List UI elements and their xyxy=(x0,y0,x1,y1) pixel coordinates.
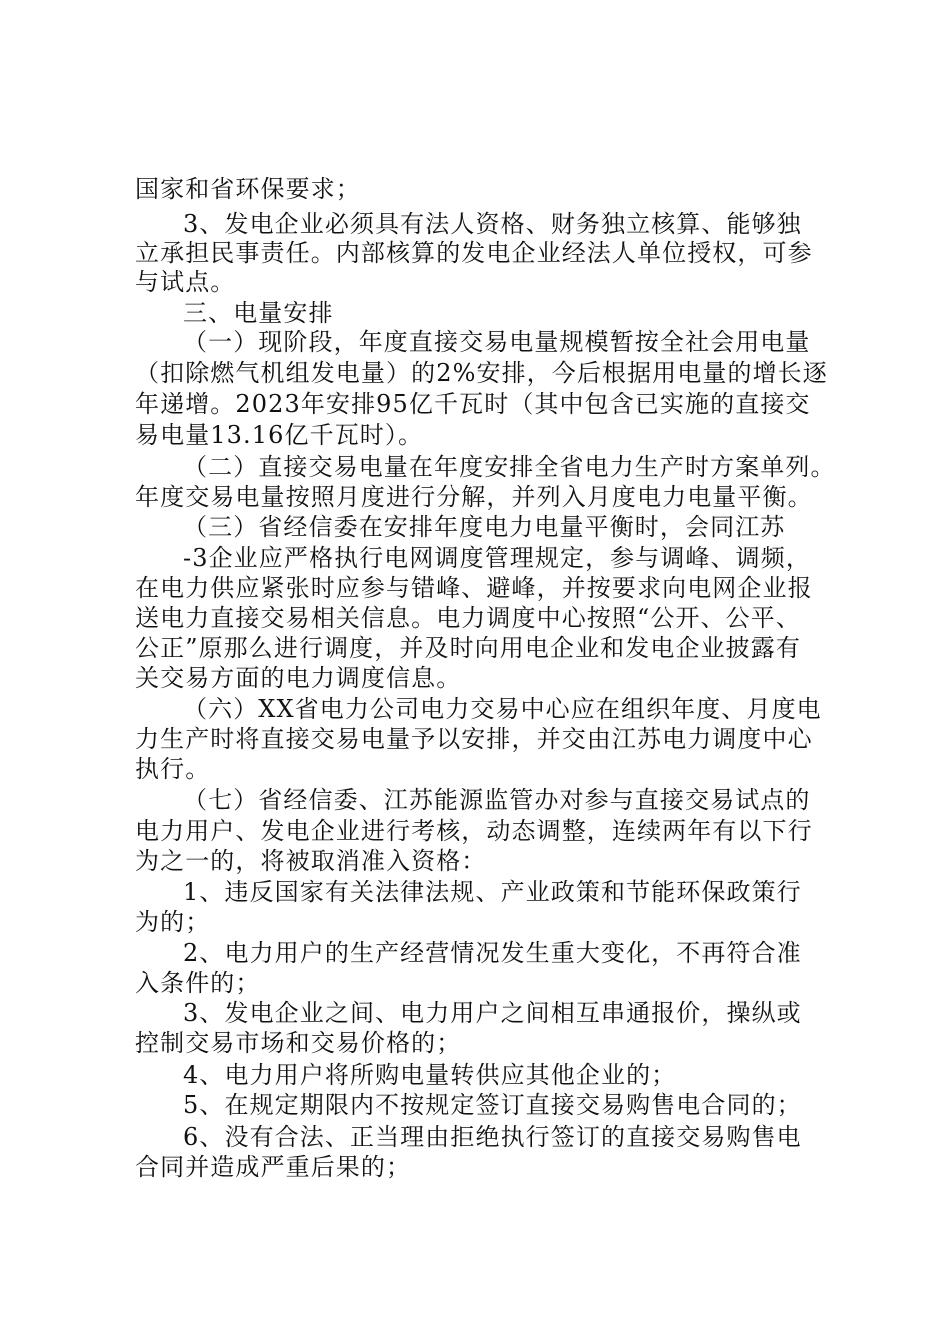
list-item: 6、没有合法、正当理由拒绝执行签订的直接交易购售电 xyxy=(183,1123,802,1151)
list-item: 1、违反国家有关法律法规、产业政策和节能环保政策行 xyxy=(183,878,802,906)
text-line: 入条件的； xyxy=(135,969,261,997)
list-item: 5、在规定期限内不按规定签订直接交易购售电合同的； xyxy=(183,1091,802,1119)
text-line: 电力用户、发电企业进行考核，动态调整，连续两年有以下行 xyxy=(135,817,813,845)
text-line: 力生产时将直接交易电量予以安排，并交由江苏电力调度中心 xyxy=(135,725,813,753)
text-line: 年度交易电量按照月度进行分解，并列入月度电力电量平衡。 xyxy=(135,483,813,511)
text-line: 立承担民事责任。内部核算的发电企业经法人单位授权，可参 xyxy=(135,239,813,267)
list-item: 4、电力用户将所购电量转供应其他企业的； xyxy=(183,1061,677,1089)
text-line: 与试点。 xyxy=(135,268,236,296)
text-line: 公正”原那么进行调度，并及时向用电企业和发电企业披露有 xyxy=(135,634,801,662)
text-line: 3、发电企业必须具有法人资格、财务独立核算、能够独 xyxy=(183,210,802,238)
text-line: 为之一的，将被取消准入资格： xyxy=(135,847,487,875)
text-line: 关交易方面的电力调度信息。 xyxy=(135,664,462,692)
text-line: （六）XX省电力公司电力交易中心应在组织年度、月度电 xyxy=(183,695,822,723)
text-line: （三）省经信委在安排年度电力电量平衡时，会同江苏 xyxy=(183,513,786,541)
list-item: 3、发电企业之间、电力用户之间相互串通报价，操纵或 xyxy=(183,999,802,1027)
text-line: 在电力供应紧张时应参与错峰、避峰，并按要求向电网企业报 xyxy=(135,574,813,602)
text-line: （二）直接交易电量在年度安排全省电力生产时方案单列。 xyxy=(183,453,836,481)
text-line: 为的； xyxy=(135,908,211,936)
section-heading: 三、电量安排 xyxy=(183,299,334,327)
text-line: -3企业应严格执行电网调度管理规定，参与调峰、调频， xyxy=(183,544,811,572)
text-line: 送电力直接交易相关信息。电力调度中心按照“公开、公平、 xyxy=(135,604,801,632)
text-line: （一）现阶段，年度直接交易电量规模暂按全社会用电量 xyxy=(183,328,811,356)
text-line: 执行。 xyxy=(135,755,211,783)
text-line: 控制交易市场和交易价格的； xyxy=(135,1029,462,1057)
text-line: （七）省经信委、江苏能源监管办对参与直接交易试点的 xyxy=(183,786,811,814)
text-line: （扣除燃气机组发电量）的2%安排，今后根据用电量的增长逐 xyxy=(135,359,828,387)
text-line: 年递增。2023年安排95亿千瓦时（其中包含已实施的直接交 xyxy=(135,390,811,418)
text-line: 合同并造成严重后果的； xyxy=(135,1153,412,1181)
text-line: 易电量13.16亿千瓦时）。 xyxy=(135,421,424,449)
list-item: 2、电力用户的生产经营情况发生重大变化，不再符合准 xyxy=(183,939,802,967)
text-line: 国家和省环保要求； xyxy=(135,175,361,203)
